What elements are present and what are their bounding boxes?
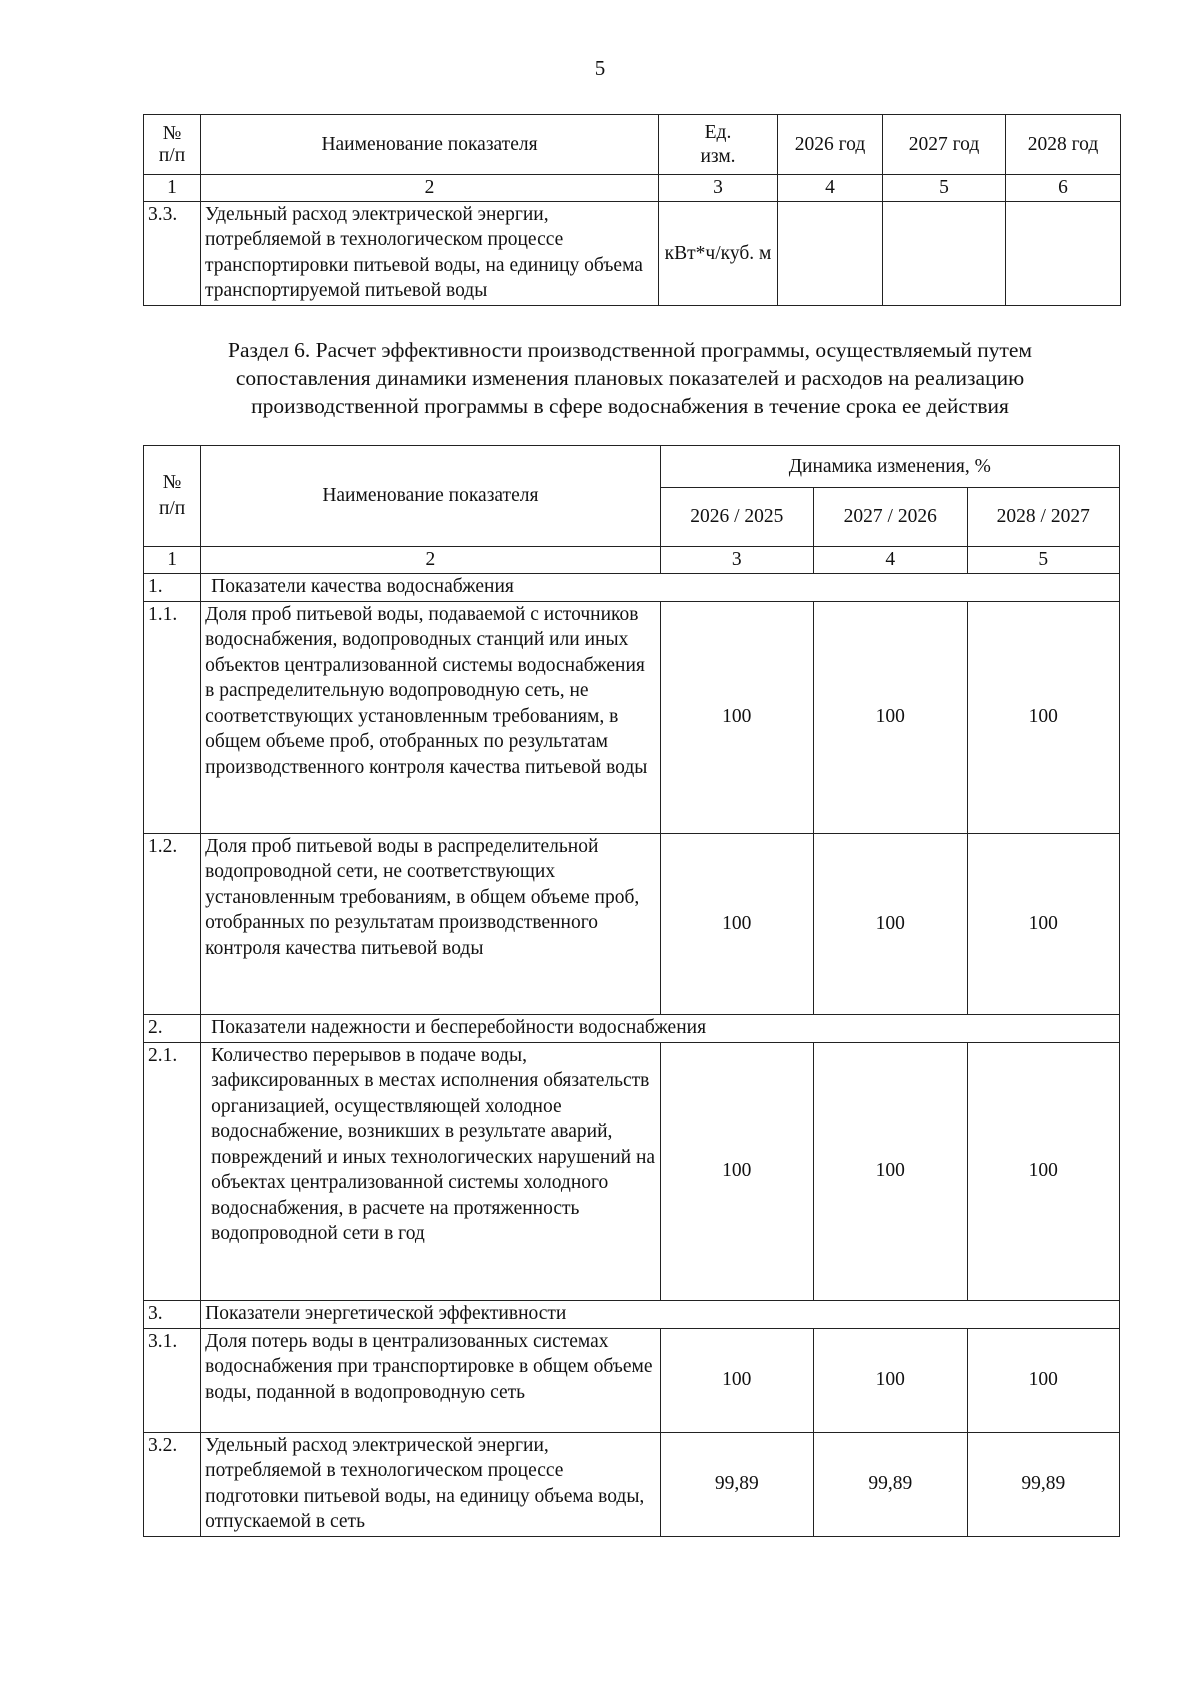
group-row <box>144 1300 1120 1328</box>
column-number-row <box>144 547 1120 574</box>
section-title-line: сопоставления динамики изменения плановых показателей и расходов на реализацию <box>235 366 1025 390</box>
row-value: 100 <box>660 1042 813 1300</box>
header-year-2028: 2028 год <box>1006 115 1121 175</box>
section-6-title <box>140 336 1120 420</box>
row-number: 3.3. <box>144 201 201 305</box>
table-row <box>144 201 1121 305</box>
column-number-row <box>144 175 1121 202</box>
row-value <box>883 201 1006 305</box>
row-name: Доля потерь воды в централизованных системах водоснабжения при транспортировке в общем объеме воды, поданной в водопроводную сеть <box>201 1328 660 1432</box>
row-value: 100 <box>814 601 967 833</box>
row-name: Удельный расход электрической энергии, потребляемой в технологическом процессе подготовки питьевой воды, на единицу объема воды, отпускаемой в сеть <box>201 1432 660 1536</box>
page-number: 5 <box>594 56 606 80</box>
row-number: 2. <box>144 1014 201 1042</box>
header-year-2027: 2027 год <box>883 115 1006 175</box>
header-period-2027: 2027 / 2026 <box>814 488 967 547</box>
row-value: 100 <box>660 601 813 833</box>
indicator-table-continued <box>143 114 1121 306</box>
col-number: 3 <box>660 547 813 574</box>
row-number: 1.1. <box>144 601 201 833</box>
row-value: 100 <box>814 833 967 1014</box>
row-number: 1.2. <box>144 833 201 1014</box>
group-title: Показатели качества водоснабжения <box>201 573 1120 601</box>
section-title-line: производственной программы в сфере водоснабжения в течение срока ее действия <box>251 394 1009 418</box>
row-number: 2.1. <box>144 1042 201 1300</box>
row-value: 100 <box>660 833 813 1014</box>
section-title-line: Раздел 6. Расчет эффективности производственной программы, осуществляемый путем <box>227 338 1032 362</box>
group-row <box>144 1014 1120 1042</box>
header-name: Наименование показателя <box>201 446 660 547</box>
row-number: 3.2. <box>144 1432 201 1536</box>
col-number: 3 <box>659 175 778 202</box>
row-name: Доля проб питьевой воды, подаваемой с источников водоснабжения, водопроводных станций или иных объектов централизованной системы водоснабжения в распределительную водопроводную сеть, не соответствующих установленным требованиям, в общем объеме проб, отобранных по результатам производственного контроля качества питьевой воды <box>201 601 660 833</box>
group-title: Показатели надежности и бесперебойности водоснабжения <box>201 1014 1120 1042</box>
group-title: Показатели энергетической эффективности <box>201 1300 1120 1328</box>
row-value: 100 <box>814 1328 967 1432</box>
row-value: 99,89 <box>660 1432 813 1536</box>
col-number: 1 <box>144 175 201 202</box>
table-row <box>144 601 1120 833</box>
row-value: 100 <box>967 833 1120 1014</box>
row-name: Доля проб питьевой воды в распределительной водопроводной сети, не соответствующих установленным требованиям, в общем объеме проб, отобранных по результатам производственного контроля качества питьевой воды <box>201 833 660 1014</box>
col-number: 1 <box>144 547 201 574</box>
col-number: 5 <box>883 175 1006 202</box>
col-number: 5 <box>967 547 1120 574</box>
row-unit: кВт*ч/куб. м <box>659 201 778 305</box>
header-period-2028: 2028 / 2027 <box>967 488 1120 547</box>
table-row <box>144 1432 1120 1536</box>
col-number: 4 <box>814 547 967 574</box>
header-period-2026: 2026 / 2025 <box>660 488 813 547</box>
row-value: 100 <box>660 1328 813 1432</box>
row-value <box>778 201 883 305</box>
row-value: 100 <box>967 1328 1120 1432</box>
row-value: 100 <box>967 1042 1120 1300</box>
header-num: № п/п <box>144 115 201 175</box>
row-value: 99,89 <box>967 1432 1120 1536</box>
group-row <box>144 573 1120 601</box>
row-name: Удельный расход электрической энергии, потребляемой в технологическом процессе транспортировки питьевой воды, на единицу объема транспортируемой питьевой воды <box>201 201 659 305</box>
col-number: 2 <box>201 175 659 202</box>
header-num: № п/п <box>144 446 201 547</box>
table-row <box>144 833 1120 1014</box>
efficiency-table <box>143 445 1120 1537</box>
col-number: 6 <box>1006 175 1121 202</box>
row-number: 3. <box>144 1300 201 1328</box>
row-value: 99,89 <box>814 1432 967 1536</box>
row-name: Количество перерывов в подаче воды, зафиксированных в местах исполнения обязательств организацией, осуществляющей холодное водоснабжение, возникших в результате аварий, повреждений и иных технологических нарушений на объектах централизованной системы холодного водоснабжения, в расчете на протяженность водопроводной сети в год <box>201 1042 660 1300</box>
table-row <box>144 1042 1120 1300</box>
row-number: 3.1. <box>144 1328 201 1432</box>
col-number: 4 <box>778 175 883 202</box>
table-row <box>144 1328 1120 1432</box>
row-value: 100 <box>967 601 1120 833</box>
row-value <box>1006 201 1121 305</box>
row-number: 1. <box>144 573 201 601</box>
header-year-2026: 2026 год <box>778 115 883 175</box>
row-value: 100 <box>814 1042 967 1300</box>
header-name: Наименование показателя <box>201 115 659 175</box>
header-dynamics: Динамика изменения, % <box>660 446 1119 488</box>
header-unit: Ед. изм. <box>659 115 778 175</box>
col-number: 2 <box>201 547 660 574</box>
